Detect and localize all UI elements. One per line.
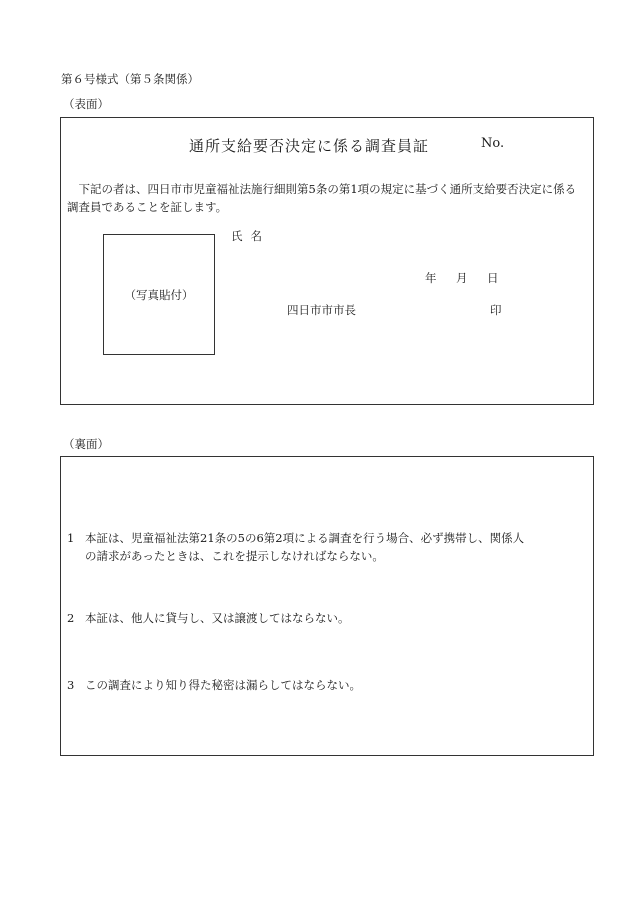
name-label: 氏名 — [231, 229, 270, 243]
date-day-label: 日 — [487, 271, 499, 285]
photo-placeholder-label: （写真貼付） — [124, 287, 194, 302]
back-side-label: （裏面） — [63, 437, 109, 451]
note-number: 1 — [67, 531, 75, 545]
form-number: 第６号様式（第５条関係） — [61, 72, 199, 86]
note-number: 2 — [67, 611, 75, 625]
note-text-continued: の請求があったときは、これを提示しなければならない。 — [85, 549, 384, 563]
id-card-back — [60, 456, 594, 756]
photo-placeholder-box — [103, 234, 215, 355]
note-number: 3 — [67, 678, 75, 692]
date-month-label: 月 — [456, 271, 468, 285]
front-side-label: （表面） — [63, 97, 109, 111]
note-text: 本証は、児童福祉法第21条の5の6第2項による調査を行う場合、必ず携帯し、関係人 — [85, 531, 525, 545]
note-text: この調査により知り得た秘密は漏らしてはならない。 — [85, 678, 361, 692]
note-item — [67, 609, 589, 627]
card-number-label: No. — [481, 136, 505, 151]
id-card-front — [60, 117, 594, 405]
issuer-name: 四日市市市長 — [287, 303, 356, 317]
date-year-label: 年 — [425, 271, 437, 285]
certification-text: 下記の者は、四日市市児童福祉法施行細則第5条の第1項の規定に基づく通所支給要否決定に係る調査員であることを証します。 — [67, 182, 577, 214]
seal-mark: 印 — [490, 303, 502, 317]
note-item — [67, 529, 589, 565]
note-item — [67, 676, 589, 694]
card-title: 通所支給要否決定に係る調査員証 — [189, 137, 430, 155]
note-text: 本証は、他人に貸与し、又は譲渡してはならない。 — [85, 611, 350, 625]
